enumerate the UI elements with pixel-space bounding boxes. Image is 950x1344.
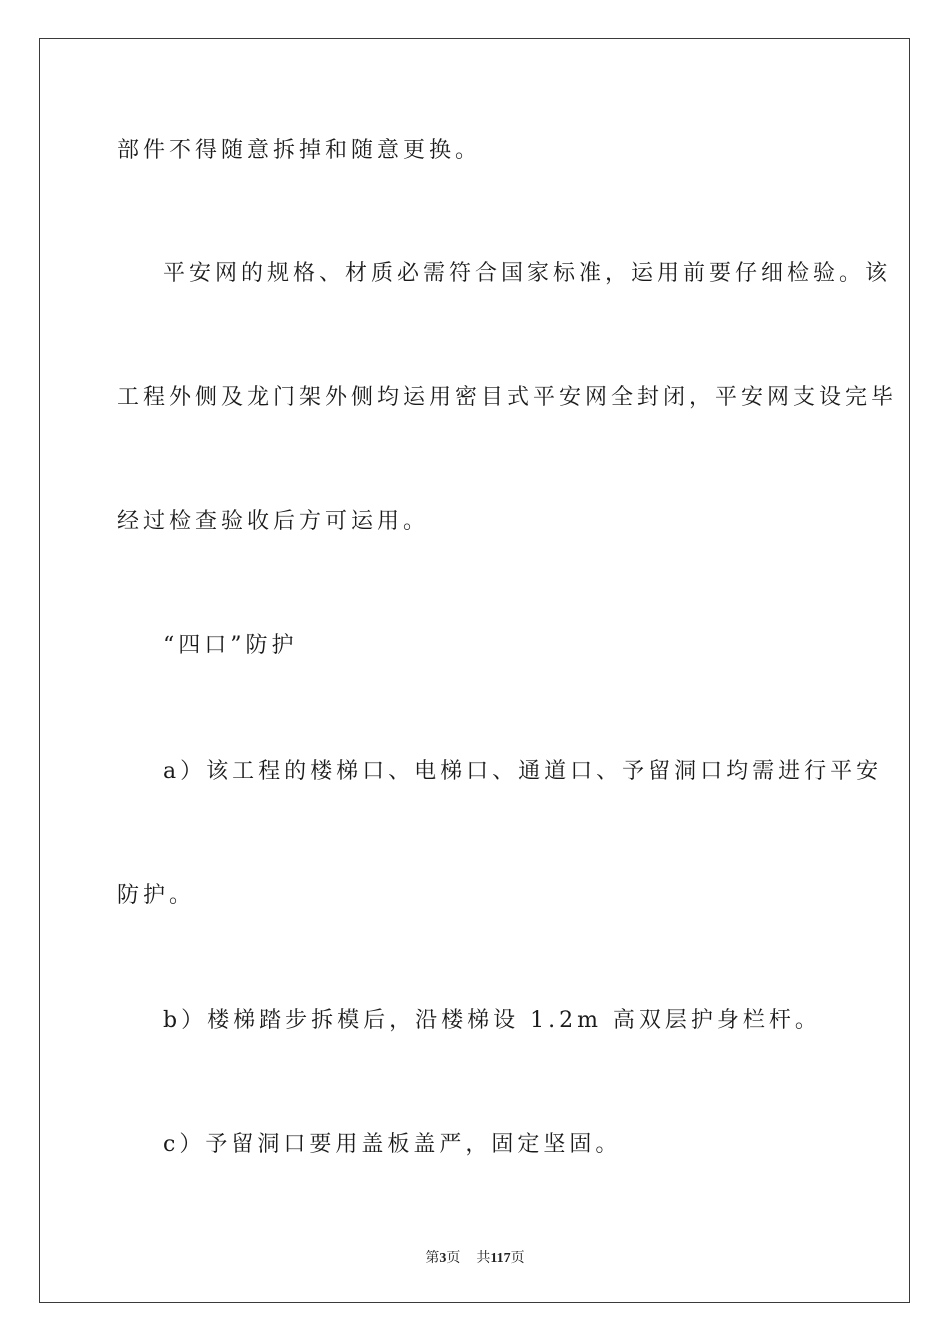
total-prefix: 共 [476, 1250, 491, 1266]
body-line-6: a）该工程的楼梯口、电梯口、通道口、予留洞口均需进行平安 [163, 759, 883, 784]
body-line-7: 防护。 [117, 883, 196, 908]
page-footer [0, 1247, 950, 1267]
page-number: 3 [439, 1251, 447, 1266]
total-suffix: 页 [510, 1250, 525, 1266]
body-line-3: 工程外侧及龙门架外侧均运用密目式平安网全封闭，平安网支设完毕 [117, 385, 898, 410]
page-prefix: 第 [425, 1250, 440, 1266]
body-line-1: 部件不得随意拆掉和随意更换。 [117, 138, 482, 163]
page-suffix: 页 [446, 1250, 461, 1266]
body-line-4: 经过检查验收后方可运用。 [117, 509, 430, 534]
page-border [39, 38, 910, 1303]
body-line-8: b）楼梯踏步拆模后，沿楼梯设 1.2m 高双层护身栏杆。 [163, 1008, 821, 1033]
body-line-9: c）予留洞口要用盖板盖严，固定坚固。 [163, 1132, 622, 1157]
body-line-2: 平安网的规格、材质必需符合国家标准，运用前要仔细检验。该 [163, 261, 892, 286]
total-pages: 117 [490, 1251, 511, 1266]
section-heading: “四口”防护 [163, 633, 298, 658]
